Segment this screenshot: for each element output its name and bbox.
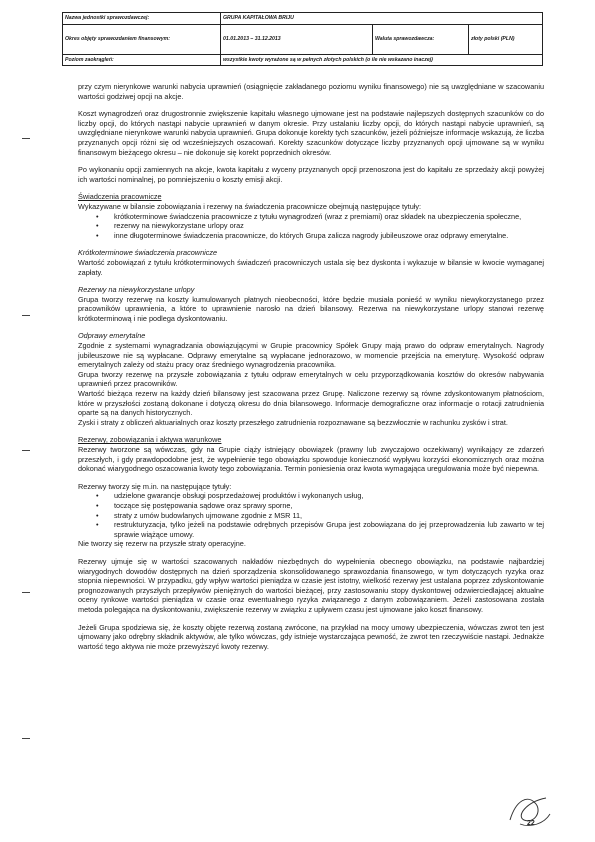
document-body <box>78 82 544 651</box>
paragraph: Nie tworzy się rezerw na przyszłe straty operacyjne. <box>78 539 246 549</box>
paragraph: Po wykonaniu opcji zamiennych na akcje, kwota kapitału z wyceny przyznanych opcji przenoszona jest do kapitału ze sprzedaży akcji powyżej ich wartości nominalnej, po pomniejszeniu o koszty emisji akcji. <box>78 165 544 184</box>
employee-benefits-list <box>78 212 544 241</box>
paragraph: Zyski i straty z obliczeń aktuarialnych oraz koszty przeszłego zatrudnienia rozpoznawane są bezzwłocznie w rachunku zysków i strat. <box>78 417 508 427</box>
section-heading-short-term: Krótkoterminowe świadczenia pracownicze <box>78 248 218 258</box>
margin-tick <box>22 138 30 139</box>
paragraph: Zgodnie z systemami wynagradzania obowiązującymi w Grupie pracownicy Spółek Grupy mają prawo do odpraw emerytalnych. Nagrody jubileuszowe nie są wypłacane. Odprawy emerytalne są wypłacane jednorazowo, w momencie przejścia na emeryturę. Wysokość odpraw emerytalnych zależy od stażu pracy oraz średniego wynagrodzenia pracownika. <box>78 341 544 370</box>
rounding-value: wszystkie kwoty wyrażone są w pełnych złotych polskich (o ile nie wskazano inaczej) <box>221 55 543 66</box>
list-item: • udzielone gwarancje obsługi posprzedażowej produktów i wykonanych usług, <box>96 491 364 501</box>
section-heading-provisions: Rezerwy, zobowiązania i aktywa warunkowe <box>78 435 222 445</box>
list-item: • restrukturyzacja, tylko jeżeli na podstawie odrębnych przepisów Grupa jest zobowiązana do jej przeprowadzenia lub zawarto w tej sprawie wiążące umowy. <box>96 520 544 539</box>
paragraph: Wartość zobowiązań z tytułu krótkoterminowych świadczeń pracowniczych ustala się bez dyskonta i wykazuje w bilansie w kwocie wymaganej zapłaty. <box>78 257 544 277</box>
currency-label: Waluta sprawozdawcza: <box>373 25 469 55</box>
paragraph: Rezerwy tworzy się m.in. na następujące tytuły: <box>78 481 232 491</box>
section-heading-retirement: Odprawy emerytalne <box>78 331 146 341</box>
list-item: • toczące się postępowania sądowe oraz sprawy sporne, <box>96 500 293 510</box>
list-item: • inne długoterminowe świadczenia pracownicze, do których Grupa zalicza nagrody jubileuszowe oraz odprawy emerytalne. <box>96 230 509 240</box>
paragraph: przy czym nierynkowe warunki nabycia uprawnień (osiągnięcie zakładanego poziomu wyniku finansowego) nie są uwzględniane w szacowaniu wartości godziwej opcji na akcje. <box>78 82 544 101</box>
paragraph: Koszt wynagrodzeń oraz drugostronnie zwiększenie kapitału własnego ujmowane jest na podstawie najlepszych dostępnych szacunków co do liczby opcji, do których nastąpi nabycie uprawnień w danym okresie. Przy ustalaniu liczby opcji, do których nastąpi nabycie uprawnień, są uwzględniane nierynkowe warunki nabycia uprawnień. Grupa dokonuje korekty tych szacunków, jeżeli późniejsze informacje wskazują, że liczba przyznanych opcji różni się od wcześniejszych oszacowań. Korekty szacunków dotyczące liczby przyznanych opcji ujmowane są w wyniku finansowym bieżącego okresu – nie dokonuje się korekt poprzednich okresów. <box>78 109 544 157</box>
list-item: • straty z umów budowlanych ujmowane zgodnie z MSR 11, <box>96 510 303 520</box>
margin-tick <box>22 738 30 739</box>
paragraph: Grupa tworzy rezerwę na przyszłe zobowiązania z tytułu odpraw emerytalnych w celu przyporządkowania kosztów do okresów nabywania uprawnień przez pracowników. <box>78 369 544 389</box>
paragraph: Wartość bieżąca rezerw na każdy dzień bilansowy jest szacowana przez Grupę. Naliczone rezerwy są równe zdyskontowanym płatnościom, które w przyszłości zostaną dokonane i dotyczą okresu do dnia bilansowego. Informacje demograficzne oraz informacje o rotacji zatrudnienia oparte są na danych historycznych. <box>78 389 544 418</box>
paragraph: Grupa tworzy rezerwę na koszty kumulowanych płatnych nieobecności, które będzie musiała ponieść w wyniku niewykorzystanego przez pracowników uprawnienia, a które to uprawnienie narosło na dzień bilansowy. Rezerwa na niewykorzystane urlopy stanowi rezerwę krótkoterminową i nie podlega dyskontowaniu. <box>78 294 544 323</box>
list-item: • krótkoterminowe świadczenia pracownicze z tytułu wynagrodzeń (wraz z premiami) oraz składek na ubezpieczenia społeczne, <box>96 211 522 221</box>
currency-value: złoty polski (PLN) <box>469 25 543 55</box>
period-label: Okres objęty sprawozdaniem finansowym: <box>63 25 221 55</box>
report-header-table <box>62 12 543 66</box>
unit-name-value: GRUPA KAPITAŁOWA BRIJU <box>221 13 543 25</box>
margin-tick <box>22 592 30 593</box>
paragraph: Wykazywane w bilansie zobowiązania i rezerwy na świadczenia pracownicze obejmują następujące tytuły: <box>78 201 422 211</box>
paragraph: Rezerwy ujmuje się w wartości szacowanych nakładów niezbędnych do wypełnienia obecnego obowiązku, na podstawie najbardziej wiarygodnych dowodów dostępnych na dzień sporządzenia skonsolidowanego sprawozdania finansowego, w tym dotyczących ryzyka oraz stopnia niepewności. W przypadku, gdy wpływ wartości pieniądza w czasie jest istotny, wielkość rezerwy jest ustalana poprzez zdyskontowanie prognozowanych przyszłych przepływów pieniężnych do wartości bieżącej, przy zastosowaniu stopy dyskontowej odzwierciedlającej aktualne oceny rynkowe wartości pieniądza w czasie oraz ewentualnego ryzyka związanego z danym zobowiązaniem. Jeżeli zastosowana została metoda polegająca na dyskontowaniu, zwiększenie rezerwy w związku z upływem czasu jest ujmowane jako koszt finansowy. <box>78 556 544 614</box>
rounding-label: Poziom zaokrągleń: <box>63 55 221 66</box>
paragraph: Rezerwy tworzone są wówczas, gdy na Grupie ciąży istniejący obowiązek (prawny lub zwyczajowo oczekiwany) wynikający ze zdarzeń przeszłych, i gdy prawdopodobne jest, że wypełnienie tego obowiązku spowoduje konieczność wypływu korzyści ekonomicznych oraz można dokonać wiarygodnego oszacowania kwoty tego zobowiązania. Termin poniesienia oraz kwota wymagająca uregulowania może być niepewna. <box>78 445 544 474</box>
unit-name-label: Nazwa jednostki sprawozdawczej: <box>63 13 221 25</box>
list-item: • rezerwy na niewykorzystane urlopy oraz <box>96 221 244 231</box>
page-number: 22 <box>527 820 535 827</box>
margin-tick <box>22 315 30 316</box>
margin-tick <box>22 450 30 451</box>
section-heading-employee-benefits: Świadczenia pracownicze <box>78 192 162 202</box>
period-value: 01.01.2013 – 31.12.2013 <box>221 25 373 55</box>
paragraph: Jeżeli Grupa spodziewa się, że koszty objęte rezerwą zostaną zwrócone, na przykład na mocy umowy ubezpieczenia, wówczas zwrot ten jest ujmowany jako odrębny składnik aktywów, ale tylko wówczas, gdy istnieje wystarczająca pewność, że zwrot ten rzeczywiście nastąpi. Jednakże wartość tego aktywa nie może przewyższyć kwoty rezerwy. <box>78 622 544 651</box>
provisions-list <box>78 491 544 539</box>
section-heading-unused-leave: Rezerwy na niewykorzystane urlopy <box>78 285 195 295</box>
